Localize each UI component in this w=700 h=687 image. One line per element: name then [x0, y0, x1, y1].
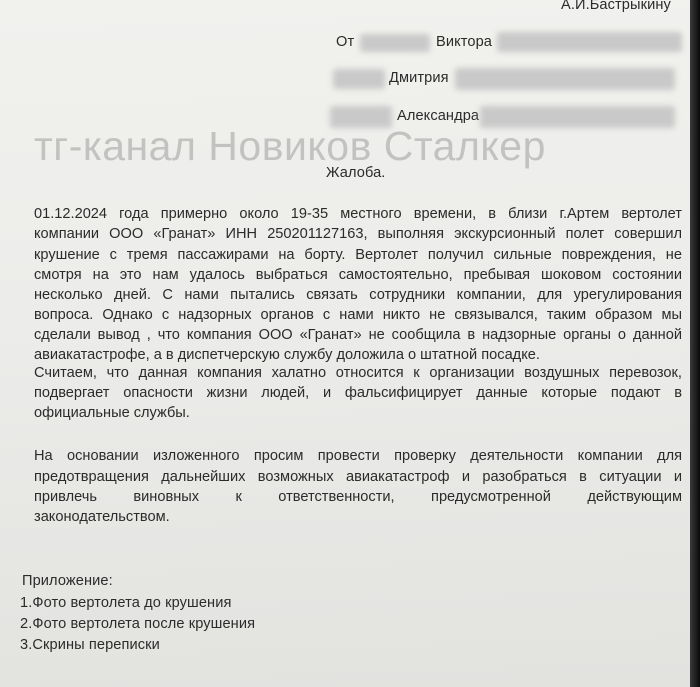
photo-background-edge: [690, 0, 700, 687]
p2-line: официальные службы.: [34, 405, 190, 421]
name-dmitry: Дмитрия: [389, 70, 449, 86]
p3-line: На основании изложенного просим провести проверку деятельности компании для: [34, 448, 682, 464]
document-title: Жалоба.: [326, 165, 386, 181]
p1-line: вопроса. Однако с надзорных органов с нами никто не связывался, таким образом мы: [34, 307, 682, 323]
p1-line: сделали вывод , что компания ООО «Гранат» не сообщила в надзорные органы о данной: [34, 327, 682, 343]
name-alexander: Александра: [397, 108, 480, 124]
attachment-item: 3.Скрины переписки: [20, 637, 160, 653]
p1-line: смотря на это нам удалось выбраться самостоятельно, пребывая шоковом состоянии: [34, 267, 682, 283]
p1-line: 01.12.2024 года примерно около 19-35 местного времени, в близи г.Артем вертолет: [34, 206, 682, 222]
p1-line: компании ООО «Гранат» ИНН 250201127163, выполняя экскурсионный полет совершил: [34, 226, 682, 242]
redaction-2: [497, 32, 682, 52]
addressee: А.И.Бастрыкину: [561, 0, 671, 13]
redaction-1: [360, 34, 430, 52]
attachment-item: 2.Фото вертолета после крушения: [20, 616, 256, 632]
attachments-heading: Приложение:: [22, 573, 113, 589]
p2-line: подвергает опасности жизни людей, и фальсифицирует данные которые подают в: [34, 385, 682, 401]
p3-line: законодательством.: [34, 509, 170, 525]
p3-line: привлечь виновных к ответственности, предусмотренной действующим: [34, 489, 682, 505]
name-viktor: Виктора: [436, 34, 493, 50]
redaction-4: [455, 68, 675, 90]
p1-line: авиакатастрофе, а в диспетчерскую службу доложила о штатной посадке.: [34, 347, 540, 363]
p1-line: крушение с тремя пассажирами на борту. Вертолет получил сильные повреждения, не: [34, 247, 682, 263]
redaction-3: [333, 69, 385, 89]
attachment-item: 1.Фото вертолета до крушения: [20, 595, 232, 611]
p3-line: предотвращения дальнейших возможных авиакатастроф и разобраться в ситуации и: [34, 469, 682, 485]
watermark-text: тг-канал Новиков Сталкер: [34, 123, 546, 169]
from-prefix: От: [336, 34, 355, 50]
p1-line: несколько дней. С нами пытались связать сотрудники компании, для урегулирования: [34, 287, 682, 303]
p2-line: Считаем, что данная компания халатно относится к организации воздушных перевозок,: [34, 365, 682, 381]
